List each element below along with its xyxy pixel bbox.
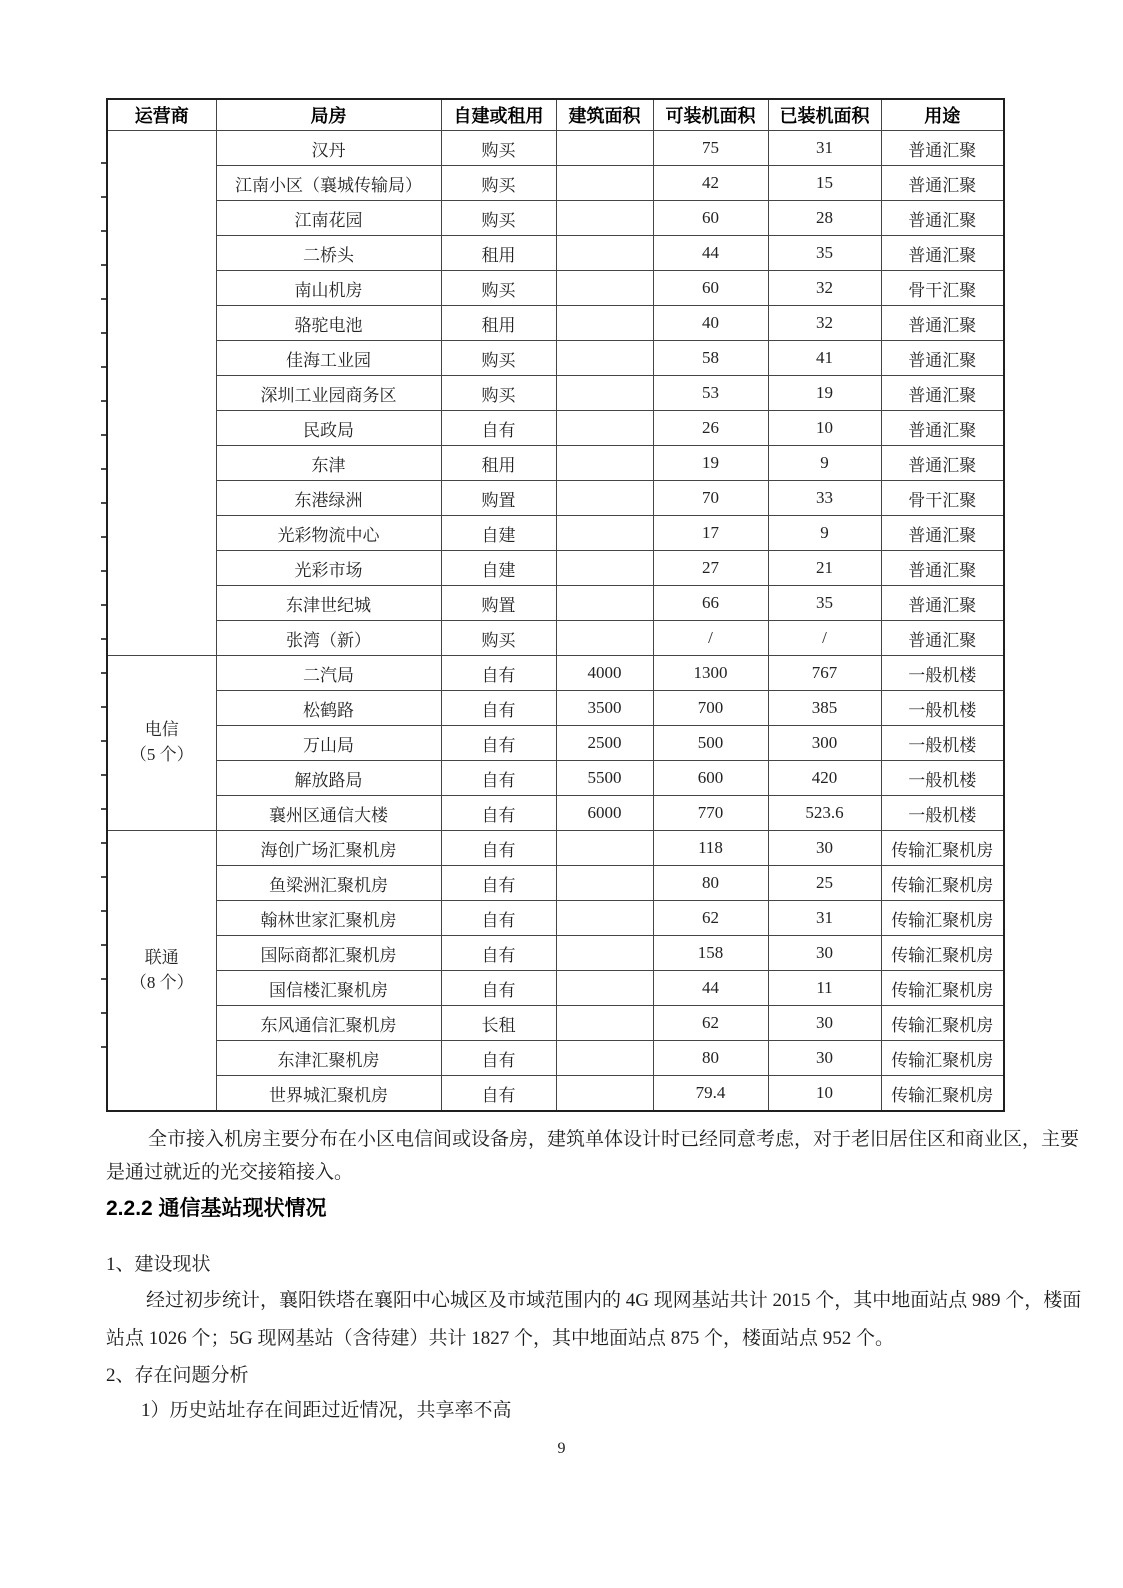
build-area-cell [556,481,653,516]
room-cell: 解放路局 [216,761,441,796]
build-area-cell: 3500 [556,691,653,726]
build-area-cell [556,1076,653,1112]
operators-table [106,98,1005,1112]
installable-area-cell: 700 [653,691,768,726]
room-cell: 光彩物流中心 [216,516,441,551]
table-row [107,761,1004,796]
build-area-cell: 4000 [556,656,653,691]
usage-cell: 传输汇聚机房 [881,936,1004,971]
table-row [107,551,1004,586]
ownership-cell: 自有 [441,691,556,726]
room-cell: 光彩市场 [216,551,441,586]
installable-area-cell: 118 [653,831,768,866]
installed-area-cell: 523.6 [768,796,881,831]
installed-area-cell: 31 [768,131,881,166]
build-area-cell [556,271,653,306]
build-area-cell [556,831,653,866]
table-row [107,166,1004,201]
installable-area-cell: 17 [653,516,768,551]
installed-area-cell: 32 [768,271,881,306]
table-row [107,446,1004,481]
column-header: 局房 [216,99,441,131]
table-row [107,936,1004,971]
ownership-cell: 长租 [441,1006,556,1041]
usage-cell: 普通汇聚 [881,131,1004,166]
installable-area-cell: 44 [653,971,768,1006]
ownership-cell: 自有 [441,971,556,1006]
ownership-cell: 购买 [441,376,556,411]
room-cell: 江南花园 [216,201,441,236]
ownership-cell: 自有 [441,1076,556,1112]
room-cell: 江南小区（襄城传输局） [216,166,441,201]
installable-area-cell: 58 [653,341,768,376]
room-cell: 国际商都汇聚机房 [216,936,441,971]
installed-area-cell: 21 [768,551,881,586]
installable-area-cell: 770 [653,796,768,831]
room-cell: 东津世纪城 [216,586,441,621]
table-row [107,411,1004,446]
installable-area-cell: 62 [653,1006,768,1041]
installable-area-cell: 53 [653,376,768,411]
column-header: 自建或租用 [441,99,556,131]
column-header: 可装机面积 [653,99,768,131]
usage-cell: 一般机楼 [881,656,1004,691]
ownership-cell: 自有 [441,726,556,761]
installed-area-cell: 10 [768,1076,881,1112]
table-row [107,271,1004,306]
table-row [107,516,1004,551]
usage-cell: 普通汇聚 [881,341,1004,376]
room-cell: 张湾（新） [216,621,441,656]
room-cell: 东津汇聚机房 [216,1041,441,1076]
build-area-cell [556,131,653,166]
room-cell: 鱼梁洲汇聚机房 [216,866,441,901]
installable-area-cell: 80 [653,1041,768,1076]
build-area-cell [556,341,653,376]
build-area-cell [556,516,653,551]
build-area-cell [556,866,653,901]
section-heading-2-2-2: 2.2.2 通信基站现状情况 [106,1197,327,1220]
usage-cell: 一般机楼 [881,796,1004,831]
table-row [107,1006,1004,1041]
build-area-cell: 6000 [556,796,653,831]
table-row [107,306,1004,341]
usage-cell: 普通汇聚 [881,586,1004,621]
usage-cell: 传输汇聚机房 [881,866,1004,901]
list-item-2: 2、存在问题分析 [106,1365,249,1386]
room-cell: 万山局 [216,726,441,761]
build-area-cell [556,376,653,411]
installed-area-cell: 9 [768,516,881,551]
table-row [107,236,1004,271]
usage-cell: 传输汇聚机房 [881,1076,1004,1112]
room-cell: 翰林世家汇聚机房 [216,901,441,936]
paragraph2-line2: 站点 1026 个；5G 现网基站（含待建）共计 1827 个，其中地面站点 875 个，楼面站点 952 个。 [106,1328,894,1349]
installed-area-cell: 300 [768,726,881,761]
table-row [107,866,1004,901]
build-area-cell [556,586,653,621]
installed-area-cell: 420 [768,761,881,796]
installable-area-cell: 27 [653,551,768,586]
table-row [107,1041,1004,1076]
installed-area-cell: 33 [768,481,881,516]
installable-area-cell: 44 [653,236,768,271]
installed-area-cell: 35 [768,236,881,271]
build-area-cell [556,971,653,1006]
room-cell: 松鹤路 [216,691,441,726]
column-header: 用途 [881,99,1004,131]
table-body [107,131,1004,1112]
installed-area-cell: 28 [768,201,881,236]
usage-cell: 传输汇聚机房 [881,831,1004,866]
usage-cell: 传输汇聚机房 [881,971,1004,1006]
installed-area-cell: 10 [768,411,881,446]
table-row [107,621,1004,656]
table-row [107,831,1004,866]
ownership-cell: 自有 [441,901,556,936]
table-row [107,971,1004,1006]
usage-cell: 普通汇聚 [881,551,1004,586]
usage-cell: 传输汇聚机房 [881,1041,1004,1076]
installable-area-cell: 600 [653,761,768,796]
sub-list-item-1: 1）历史站址存在间距过近情况，共享率不高 [141,1400,512,1421]
installable-area-cell: 62 [653,901,768,936]
build-area-cell [556,236,653,271]
ownership-cell: 购买 [441,271,556,306]
build-area-cell: 5500 [556,761,653,796]
installed-area-cell: 30 [768,831,881,866]
column-header: 已装机面积 [768,99,881,131]
page-number: 9 [557,1440,566,1457]
installable-area-cell: 158 [653,936,768,971]
installable-area-cell: 40 [653,306,768,341]
usage-cell: 普通汇聚 [881,621,1004,656]
installable-area-cell: 500 [653,726,768,761]
installed-area-cell: 767 [768,656,881,691]
ownership-cell: 购买 [441,166,556,201]
usage-cell: 骨干汇聚 [881,481,1004,516]
ownership-cell: 购买 [441,621,556,656]
room-cell: 民政局 [216,411,441,446]
usage-cell: 普通汇聚 [881,516,1004,551]
room-cell: 二汽局 [216,656,441,691]
table-row [107,796,1004,831]
usage-cell: 一般机楼 [881,726,1004,761]
ownership-cell: 自有 [441,796,556,831]
table-row [107,201,1004,236]
room-cell: 骆驼电池 [216,306,441,341]
build-area-cell [556,551,653,586]
ownership-cell: 购置 [441,481,556,516]
operators-table-wrap [106,98,1005,1112]
ownership-cell: 自有 [441,411,556,446]
ownership-cell: 自建 [441,551,556,586]
operator-cell: 电信 （5 个） [107,656,216,831]
row-tick-marks [101,130,106,1080]
room-cell: 深圳工业园商务区 [216,376,441,411]
ownership-cell: 购买 [441,341,556,376]
usage-cell: 一般机楼 [881,691,1004,726]
build-area-cell [556,936,653,971]
usage-cell: 普通汇聚 [881,306,1004,341]
installed-area-cell: 11 [768,971,881,1006]
list-item-1: 1、建设现状 [106,1254,211,1275]
build-area-cell [556,901,653,936]
build-area-cell [556,411,653,446]
table-header-row [107,99,1004,131]
ownership-cell: 自有 [441,656,556,691]
ownership-cell: 购置 [441,586,556,621]
ownership-cell: 自有 [441,1041,556,1076]
room-cell: 东风通信汇聚机房 [216,1006,441,1041]
installable-area-cell: 66 [653,586,768,621]
installed-area-cell: 35 [768,586,881,621]
installed-area-cell: / [768,621,881,656]
usage-cell: 传输汇聚机房 [881,901,1004,936]
usage-cell: 普通汇聚 [881,376,1004,411]
installed-area-cell: 32 [768,306,881,341]
ownership-cell: 自有 [441,866,556,901]
installable-area-cell: 60 [653,271,768,306]
room-cell: 国信楼汇聚机房 [216,971,441,1006]
room-cell: 世界城汇聚机房 [216,1076,441,1112]
installed-area-cell: 9 [768,446,881,481]
room-cell: 东津 [216,446,441,481]
usage-cell: 普通汇聚 [881,446,1004,481]
installed-area-cell: 31 [768,901,881,936]
installed-area-cell: 25 [768,866,881,901]
paragraph2-line1: 经过初步统计，襄阳铁塔在襄阳中心城区及市域范围内的 4G 现网基站共计 2015 个，其中地面站点 989 个，楼面 [146,1290,1082,1311]
table-row [107,341,1004,376]
table-row [107,691,1004,726]
room-cell: 襄州区通信大楼 [216,796,441,831]
ownership-cell: 自有 [441,831,556,866]
room-cell: 海创广场汇聚机房 [216,831,441,866]
usage-cell: 骨干汇聚 [881,271,1004,306]
column-header: 建筑面积 [556,99,653,131]
table-row [107,726,1004,761]
installable-area-cell: / [653,621,768,656]
installable-area-cell: 1300 [653,656,768,691]
installed-area-cell: 41 [768,341,881,376]
build-area-cell [556,201,653,236]
usage-cell: 普通汇聚 [881,411,1004,446]
installable-area-cell: 19 [653,446,768,481]
room-cell: 佳海工业园 [216,341,441,376]
table-row [107,586,1004,621]
installed-area-cell: 30 [768,936,881,971]
installable-area-cell: 80 [653,866,768,901]
operator-cell: 联通 （8 个） [107,831,216,1112]
ownership-cell: 购买 [441,131,556,166]
ownership-cell: 自建 [441,516,556,551]
installable-area-cell: 26 [653,411,768,446]
build-area-cell [556,446,653,481]
build-area-cell [556,166,653,201]
table-row [107,481,1004,516]
room-cell: 汉丹 [216,131,441,166]
table-row [107,131,1004,166]
room-cell: 南山机房 [216,271,441,306]
paragraph1-line1: 全市接入机房主要分布在小区电信间或设备房，建筑单体设计时已经同意考虑，对于老旧居住区和商业区，主要 [148,1129,1080,1150]
table-row [107,1076,1004,1112]
installed-area-cell: 19 [768,376,881,411]
operator-cell [107,131,216,656]
usage-cell: 传输汇聚机房 [881,1006,1004,1041]
usage-cell: 普通汇聚 [881,201,1004,236]
ownership-cell: 租用 [441,236,556,271]
installable-area-cell: 79.4 [653,1076,768,1112]
table-row [107,901,1004,936]
installable-area-cell: 70 [653,481,768,516]
usage-cell: 一般机楼 [881,761,1004,796]
ownership-cell: 租用 [441,446,556,481]
installable-area-cell: 75 [653,131,768,166]
build-area-cell [556,306,653,341]
build-area-cell: 2500 [556,726,653,761]
installed-area-cell: 385 [768,691,881,726]
build-area-cell [556,1041,653,1076]
ownership-cell: 购买 [441,201,556,236]
build-area-cell [556,621,653,656]
column-header: 运营商 [107,99,216,131]
installed-area-cell: 15 [768,166,881,201]
table-row [107,376,1004,411]
installed-area-cell: 30 [768,1041,881,1076]
installed-area-cell: 30 [768,1006,881,1041]
usage-cell: 普通汇聚 [881,236,1004,271]
room-cell: 东港绿洲 [216,481,441,516]
paragraph1-line2: 是通过就近的光交接箱接入。 [106,1162,354,1183]
installable-area-cell: 42 [653,166,768,201]
ownership-cell: 自有 [441,936,556,971]
installable-area-cell: 60 [653,201,768,236]
ownership-cell: 自有 [441,761,556,796]
build-area-cell [556,1006,653,1041]
ownership-cell: 租用 [441,306,556,341]
usage-cell: 普通汇聚 [881,166,1004,201]
room-cell: 二桥头 [216,236,441,271]
table-row [107,656,1004,691]
